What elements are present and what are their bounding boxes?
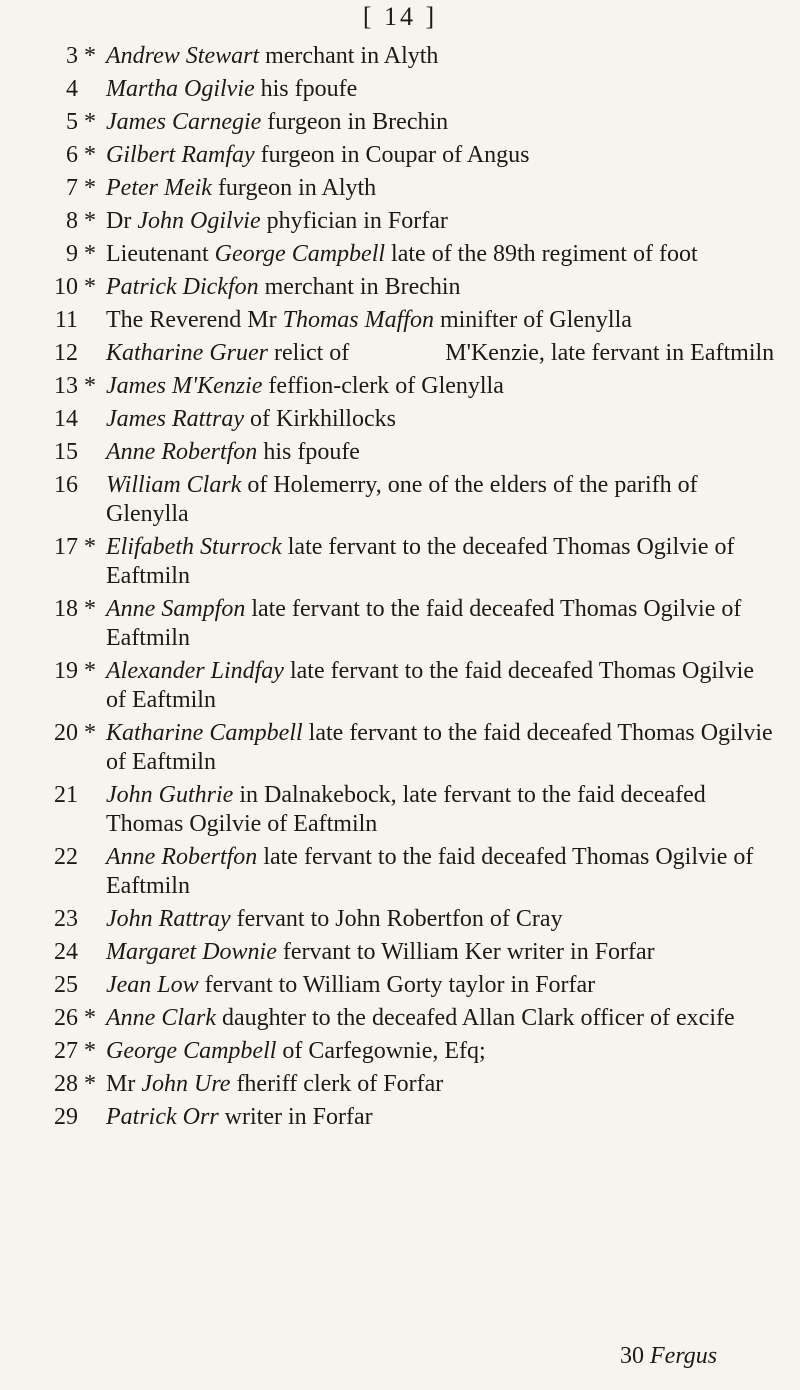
list-item [50,240,775,269]
entry-name: Katharine Campbell [106,720,303,746]
entry-number: 5 [66,109,78,135]
list-item [50,207,775,236]
page-number-header: [ 14 ] [362,2,438,31]
entry-description: late of the 89th regiment of foot [385,241,698,267]
list-item [50,273,775,302]
asterisk-mark: * [84,274,96,300]
entry-description: phyfician in Forfar [260,208,448,234]
entry-name: Gilbert Ramfay [106,142,255,168]
entry-number: 29 [54,1104,78,1130]
entry-name: Patrick Dickfon [106,274,259,300]
entry-name: Patrick Orr [106,1104,219,1130]
entry-name: James M'Kenzie [106,373,263,399]
entry-description: furgeon in Brechin [261,109,449,135]
list-item [50,1004,775,1033]
list-item [50,843,775,901]
entry-name: Andrew Stewart [106,43,260,69]
list-item [50,1070,775,1099]
entry-description: fheriff clerk of Forfar [230,1071,444,1097]
entry-number: 26 [54,1005,78,1031]
list-item [50,438,775,467]
entry-name: Alexander Lindfay [106,658,284,684]
entry-description: furgeon in Coupar of Angus [254,142,530,168]
asterisk-mark: * [84,1071,96,1097]
entry-number: 27 [54,1038,78,1064]
asterisk-mark: * [84,658,96,684]
entry-number: 22 [54,844,78,870]
asterisk-mark: * [84,241,96,267]
entry-description: of Holemerry, one of the elders of the parifh of Glenylla [106,472,704,527]
asterisk-mark: * [84,142,96,168]
asterisk-mark: * [84,175,96,201]
entry-name: John Guthrie [106,782,234,808]
entry-description: late fervant to the faid deceafed Thomas Ogilvie of Eaftmiln [106,596,748,651]
list-item [50,938,775,967]
list-item [50,471,775,529]
asterisk-mark: * [84,1005,96,1031]
list-item [50,657,775,715]
witness-list [50,42,779,1136]
entry-description: in Dalnakebock, late fervant to the faid deceafed Thomas Ogilvie of Eaftmiln [106,782,712,837]
entry-description: fervant to William Gorty taylor in Forfar [198,972,596,998]
entry-name: John Ogilvie [137,208,261,234]
entry-number: 23 [54,906,78,932]
list-item [50,595,775,653]
entry-name: William Clark [106,472,242,498]
entry-description: late fervant to the faid deceafed Thomas Ogilvie of Eaftmiln [106,658,760,713]
entry-description: of Carfegownie, Efq; [276,1038,486,1064]
entry-name: James Carnegie [106,109,262,135]
list-item [50,1037,775,1066]
asterisk-mark: * [84,596,96,622]
entry-description: late fervant to the deceafed Thomas Ogilvie of Eaftmiln [106,534,741,589]
list-item [50,42,775,71]
entry-number: 19 [54,658,78,684]
entry-description: relict of M'Kenzie, late fervant in Eaftmiln [268,340,775,366]
entry-description: merchant in Alyth [259,43,439,69]
entry-name: Martha Ogilvie [106,76,255,102]
asterisk-mark: * [84,43,96,69]
catchword-name: Fergus [650,1343,718,1369]
list-item [50,141,775,170]
entry-title: Lieutenant [106,241,215,267]
entry-description: late fervant to the faid deceafed Thomas Ogilvie of Eaftmiln [106,720,779,775]
entry-number: 28 [54,1071,78,1097]
entry-number: 13 [54,373,78,399]
list-item [50,971,775,1000]
entry-number: 9 [66,241,78,267]
list-item [50,174,775,203]
entry-number: 21 [54,782,78,808]
list-item [50,306,775,335]
entry-name: Jean Low [106,972,199,998]
list-item [50,781,775,839]
entry-description: writer in Forfar [218,1104,373,1130]
entry-number: 8 [66,208,78,234]
entry-number: 3 [66,43,78,69]
entry-number: 25 [54,972,78,998]
entry-number: 7 [66,175,78,201]
list-item [50,405,775,434]
asterisk-mark: * [84,208,96,234]
entry-name: Katharine Gruer [106,340,268,366]
entry-name: Thomas Maffon [282,307,434,333]
entry-number: 24 [54,939,78,965]
list-item [50,533,775,591]
entry-title: Mr [106,1071,142,1097]
asterisk-mark: * [84,373,96,399]
asterisk-mark: * [84,109,96,135]
asterisk-mark: * [84,534,96,560]
entry-name: George Campbell [214,241,386,267]
entry-name: John Rattray [106,906,231,932]
list-item [50,108,775,137]
entry-description: merchant in Brechin [258,274,461,300]
entry-number: 11 [54,307,78,333]
entry-description: daughter to the deceafed Allan Clark officer of excife [215,1005,735,1031]
catchword-number: 30 [620,1343,644,1369]
list-item [50,372,775,401]
catchword [620,1343,717,1370]
entry-title: The Reverend Mr [106,307,283,333]
list-item [50,905,775,934]
entry-name: Anne Robertfon [106,439,258,465]
list-item [50,719,779,777]
entry-number: 6 [66,142,78,168]
asterisk-mark: * [84,720,96,746]
list-item [50,339,775,368]
entry-number: 16 [54,472,78,498]
entry-number: 18 [54,596,78,622]
entry-name: Margaret Downie [106,939,277,965]
entry-number: 4 [66,76,78,102]
entry-description: fervant to William Ker writer in Forfar [276,939,655,965]
entry-name: John Ure [141,1071,231,1097]
list-item [50,75,775,104]
entry-number: 14 [54,406,78,432]
entry-name: Anne Robertfon [106,844,258,870]
entry-description: his fpoufe [254,76,358,102]
entry-name: Anne Sampfon [106,596,246,622]
entry-description: his fpoufe [257,439,360,465]
entry-number: 10 [54,274,78,300]
entry-number: 20 [54,720,78,746]
entry-name: Anne Clark [106,1005,216,1031]
entry-name: Peter Meik [106,175,212,201]
entry-number: 12 [54,340,78,366]
entry-number: 17 [54,534,78,560]
entry-name: George Campbell [106,1038,277,1064]
entry-number: 15 [54,439,78,465]
entry-description: late fervant to the faid deceafed Thomas Ogilvie of Eaftmiln [106,844,760,899]
entry-title: Dr [106,208,138,234]
entry-description: fervant to John Robertfon of Cray [230,906,563,932]
entry-description: furgeon in Alyth [211,175,377,201]
entry-name: James Rattray [106,406,244,432]
asterisk-mark: * [84,1038,96,1064]
entry-description: of Kirkhillocks [243,406,396,432]
list-item [50,1103,775,1132]
entry-description: minifter of Glenylla [433,307,632,333]
entry-name: Elifabeth Sturrock [106,534,282,560]
entry-description: feffion-clerk of Glenylla [262,373,504,399]
